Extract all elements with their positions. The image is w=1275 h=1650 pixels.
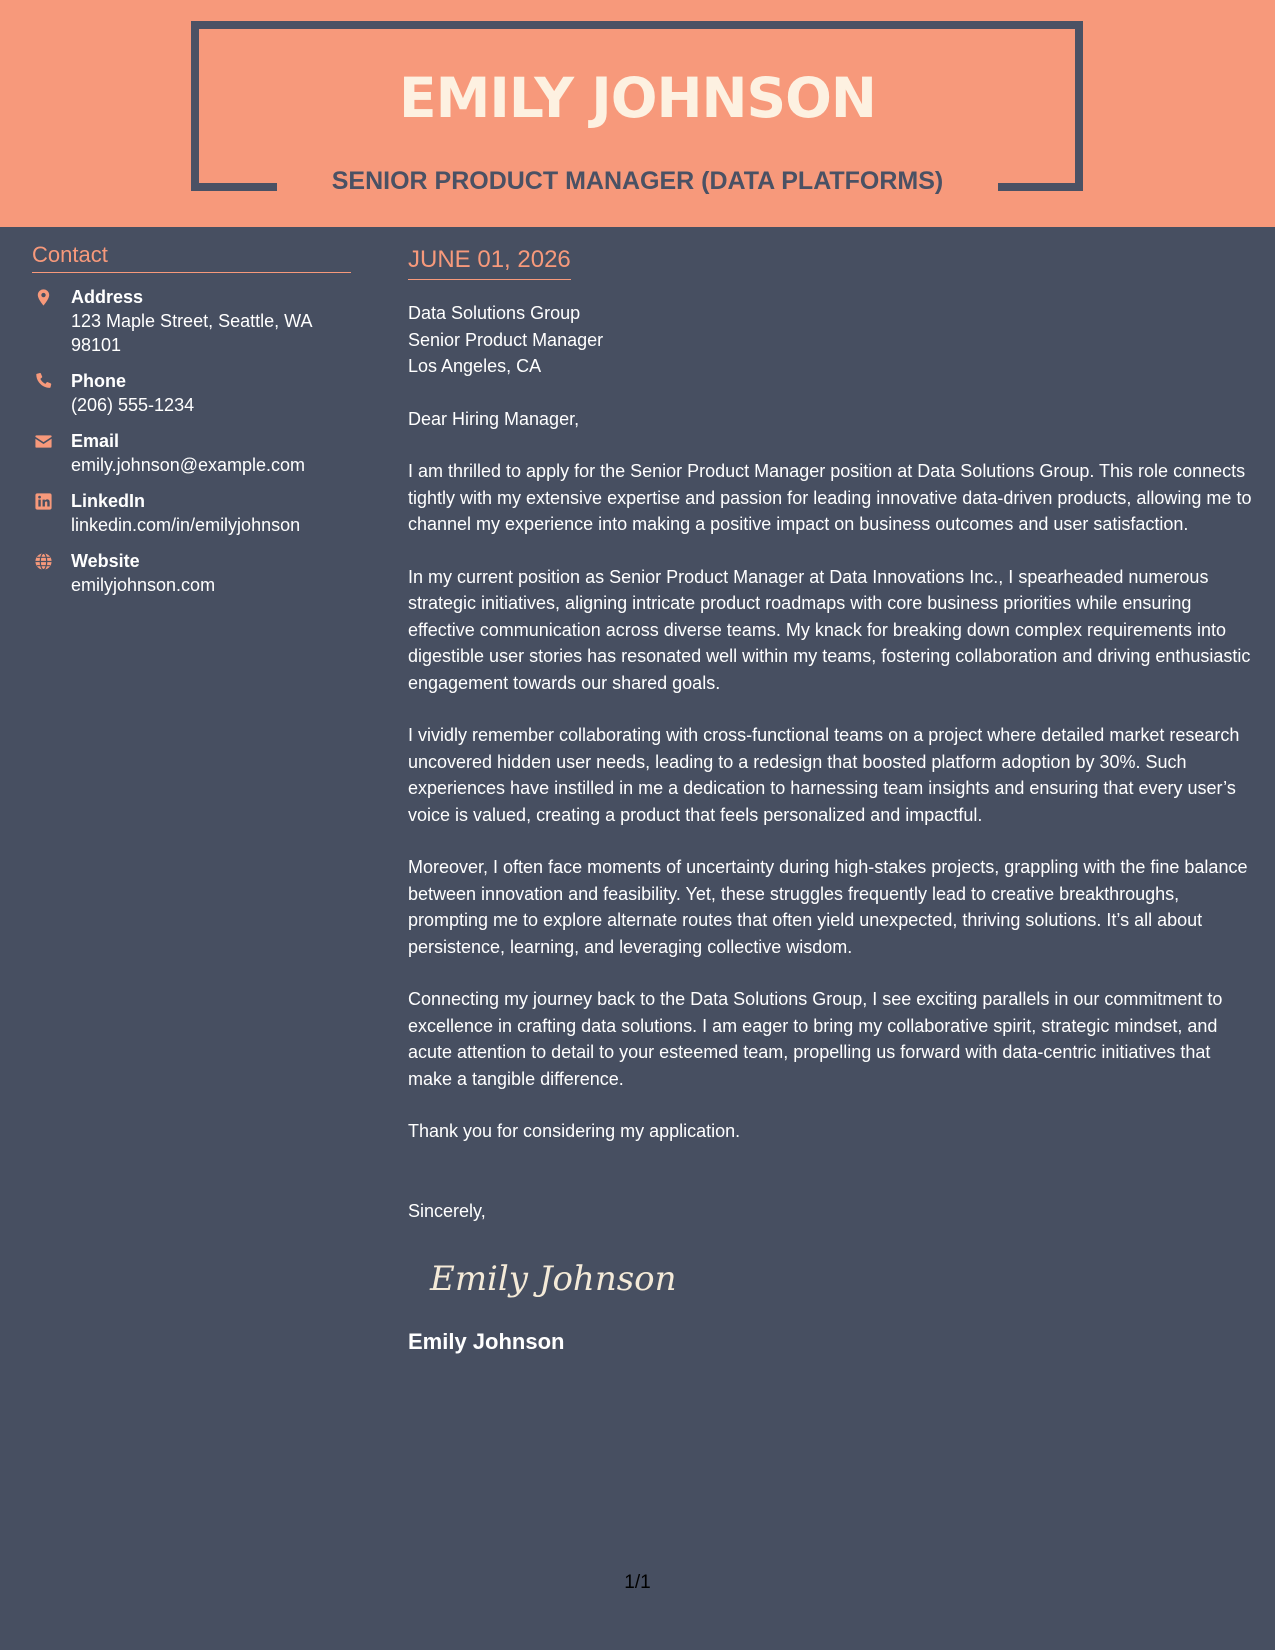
applicant-name: EMILY JOHNSON — [399, 66, 876, 130]
svg-text:Emily Johnson: Emily Johnson — [430, 1259, 677, 1299]
envelope-icon — [34, 432, 53, 451]
letter-paragraph: Thank you for considering my application. — [408, 1121, 741, 1141]
contact-item-phone — [32, 369, 351, 417]
letter-paragraph: I vividly remember collaborating with cross-functional teams on a project where detailed market research uncovered hidden user needs, leading to a redesign that boosted platform adoption by 30%. Such experiences have instilled in me a dedication to harnessing team insights and ensuring that every user’s voice is valued, creating a product that feels personalized and impactful. — [408, 725, 1240, 825]
contact-label: LinkedIn — [71, 491, 146, 511]
recipient-company: Data Solutions Group — [408, 303, 581, 323]
contact-value: emily.johnson@example.com — [71, 455, 306, 475]
letter-paragraph: Moreover, I often face moments of uncertainty during high-stakes projects, grappling with the fine balance between innovation and feasibility. Yet, these struggles frequently lead to creative breakthroughs, prompting me to explore alternate routes that often yield unexpected, thriving solutions. It’s all about persistence, learning, and leveraging collective wisdom. — [408, 857, 1248, 957]
contact-item-website — [32, 549, 351, 597]
closing: Sincerely, — [408, 1200, 486, 1221]
contact-label: Email — [71, 431, 120, 451]
letter-paragraph: In my current position as Senior Product Manager at Data Innovations Inc., I spearheaded numerous strategic initiatives, aligning intricate product roadmaps with core business priorities while ensuring effective communication across diverse teams. My knack for breaking down complex requirements into digestible user stories has resonated well within my teams, fostering collaboration and driving enthusiastic engagement towards our shared goals. — [408, 566, 1251, 693]
phone-icon — [34, 372, 53, 391]
contact-heading: Contact — [32, 240, 351, 273]
letter-paragraph: I am thrilled to apply for the Senior Product Manager position at Data Solutions Group. This role connects tightly with my extensive expertise and passion for leading innovative data-driven products, allowing me to channel my experience into making a positive impact on business outcomes and user satisfaction. — [408, 461, 1252, 534]
contact-label: Phone — [71, 371, 127, 391]
letter-body — [408, 243, 1253, 1357]
handwritten-signature — [426, 1250, 686, 1304]
header-banner — [0, 0, 1275, 227]
page-number: 1/1 — [624, 1572, 651, 1593]
signed-name: Emily Johnson — [408, 1329, 565, 1354]
contact-label: Website — [71, 551, 140, 571]
recipient-position: Senior Product Manager — [408, 329, 604, 350]
letter-paragraph: Connecting my journey back to the Data Solutions Group, I see exciting parallels in our commitment to excellence in crafting data solutions. I am eager to bring my collaborative spirit, strategic mindset, and acute attention to detail to your esteemed team, propelling us forward with data-centric initiatives that make a tangible difference. — [408, 989, 1223, 1089]
contact-item-linkedin — [32, 489, 351, 537]
map-pin-icon — [34, 288, 53, 307]
contact-value: (206) 555-1234 — [71, 395, 195, 415]
salutation: Dear Hiring Manager, — [408, 408, 580, 429]
contact-value: 123 Maple Street, Seattle, WA 98101 — [71, 311, 312, 355]
contact-sidebar — [32, 240, 351, 609]
contact-label: Address — [71, 287, 144, 307]
linkedin-icon — [34, 492, 53, 511]
recipient-block — [408, 300, 1253, 380]
contact-value: linkedin.com/in/emilyjohnson — [71, 515, 301, 535]
contact-item-address — [32, 285, 351, 357]
letter-date: JUNE 01, 2026 — [408, 243, 571, 280]
contact-item-email — [32, 429, 351, 477]
contact-value: emilyjohnson.com — [71, 575, 216, 595]
globe-icon — [34, 552, 53, 571]
recipient-location: Los Angeles, CA — [408, 356, 542, 376]
job-title: SENIOR PRODUCT MANAGER (DATA PLATFORMS) — [331, 167, 944, 195]
